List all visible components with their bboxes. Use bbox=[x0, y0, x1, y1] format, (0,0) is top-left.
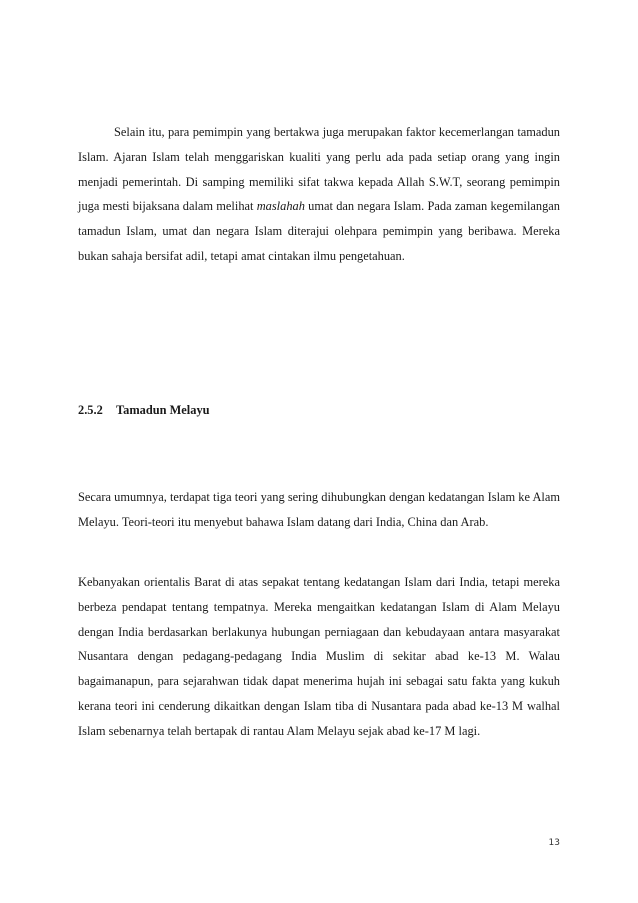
section-heading bbox=[78, 398, 210, 422]
section-title: Tamadun Melayu bbox=[116, 403, 210, 417]
paragraph-1-text-b: umat dan negara Islam. Pada zaman kegemilangan tamadun Islam, umat dan negara Islam diterajui olehpara pemimpin yang beribawa. Mereka bukan sahaja bersifat adil, tetapi amat cintakan ilmu pengetahuan. bbox=[78, 199, 560, 263]
italic-term-maslahah: maslahah bbox=[256, 199, 305, 214]
paragraph-islamic-leaders bbox=[78, 120, 560, 269]
paragraph-three-theories: Secara umumnya, terdapat tiga teori yang sering dihubungkan dengan kedatangan Islam ke Alam Melayu. Teori-teori itu menyebut bahawa Islam datang dari India, China dan Arab. bbox=[78, 490, 560, 529]
paragraph-1-text-a: Selain itu, para pemimpin yang bertakwa juga merupakan faktor kecemerlangan tamadun Islam. Ajaran Islam telah menggariskan kualiti yang perlu ada pada setiap orang yang ingin menjadi pemerintah. Di samping memiliki sifat takwa kepada Allah S.W.T, seorang pemimpin juga mesti bijaksana dalam melihat bbox=[78, 125, 560, 214]
section-number: 2.5.2 bbox=[78, 403, 103, 417]
page-number: 13 bbox=[548, 838, 560, 848]
paragraph-orientalist-view: Kebanyakan orientalis Barat di atas sepakat tentang kedatangan Islam dari India, tetapi mereka berbeza pendapat tentang tempatnya. Mereka mengaitkan kedatangan Islam di Alam Melayu dengan India berdasarkan berlakunya hubungan perniagaan dan kebudayaan antara masyarakat Nusantara dengan pedagang-pedagang India Muslim di sekitar abad ke-13 M. Walau bagaimanapun, para sejarahwan tidak dapat menerima hujah ini sebagai satu fakta yang kukuh kerana teori ini cenderung dikaitkan dengan Islam tiba di Nusantara pada abad ke-13 M walhal Islam sebenarnya telah bertapak di rantau Alam Melayu sejak abad ke-17 M lagi. bbox=[78, 575, 560, 738]
